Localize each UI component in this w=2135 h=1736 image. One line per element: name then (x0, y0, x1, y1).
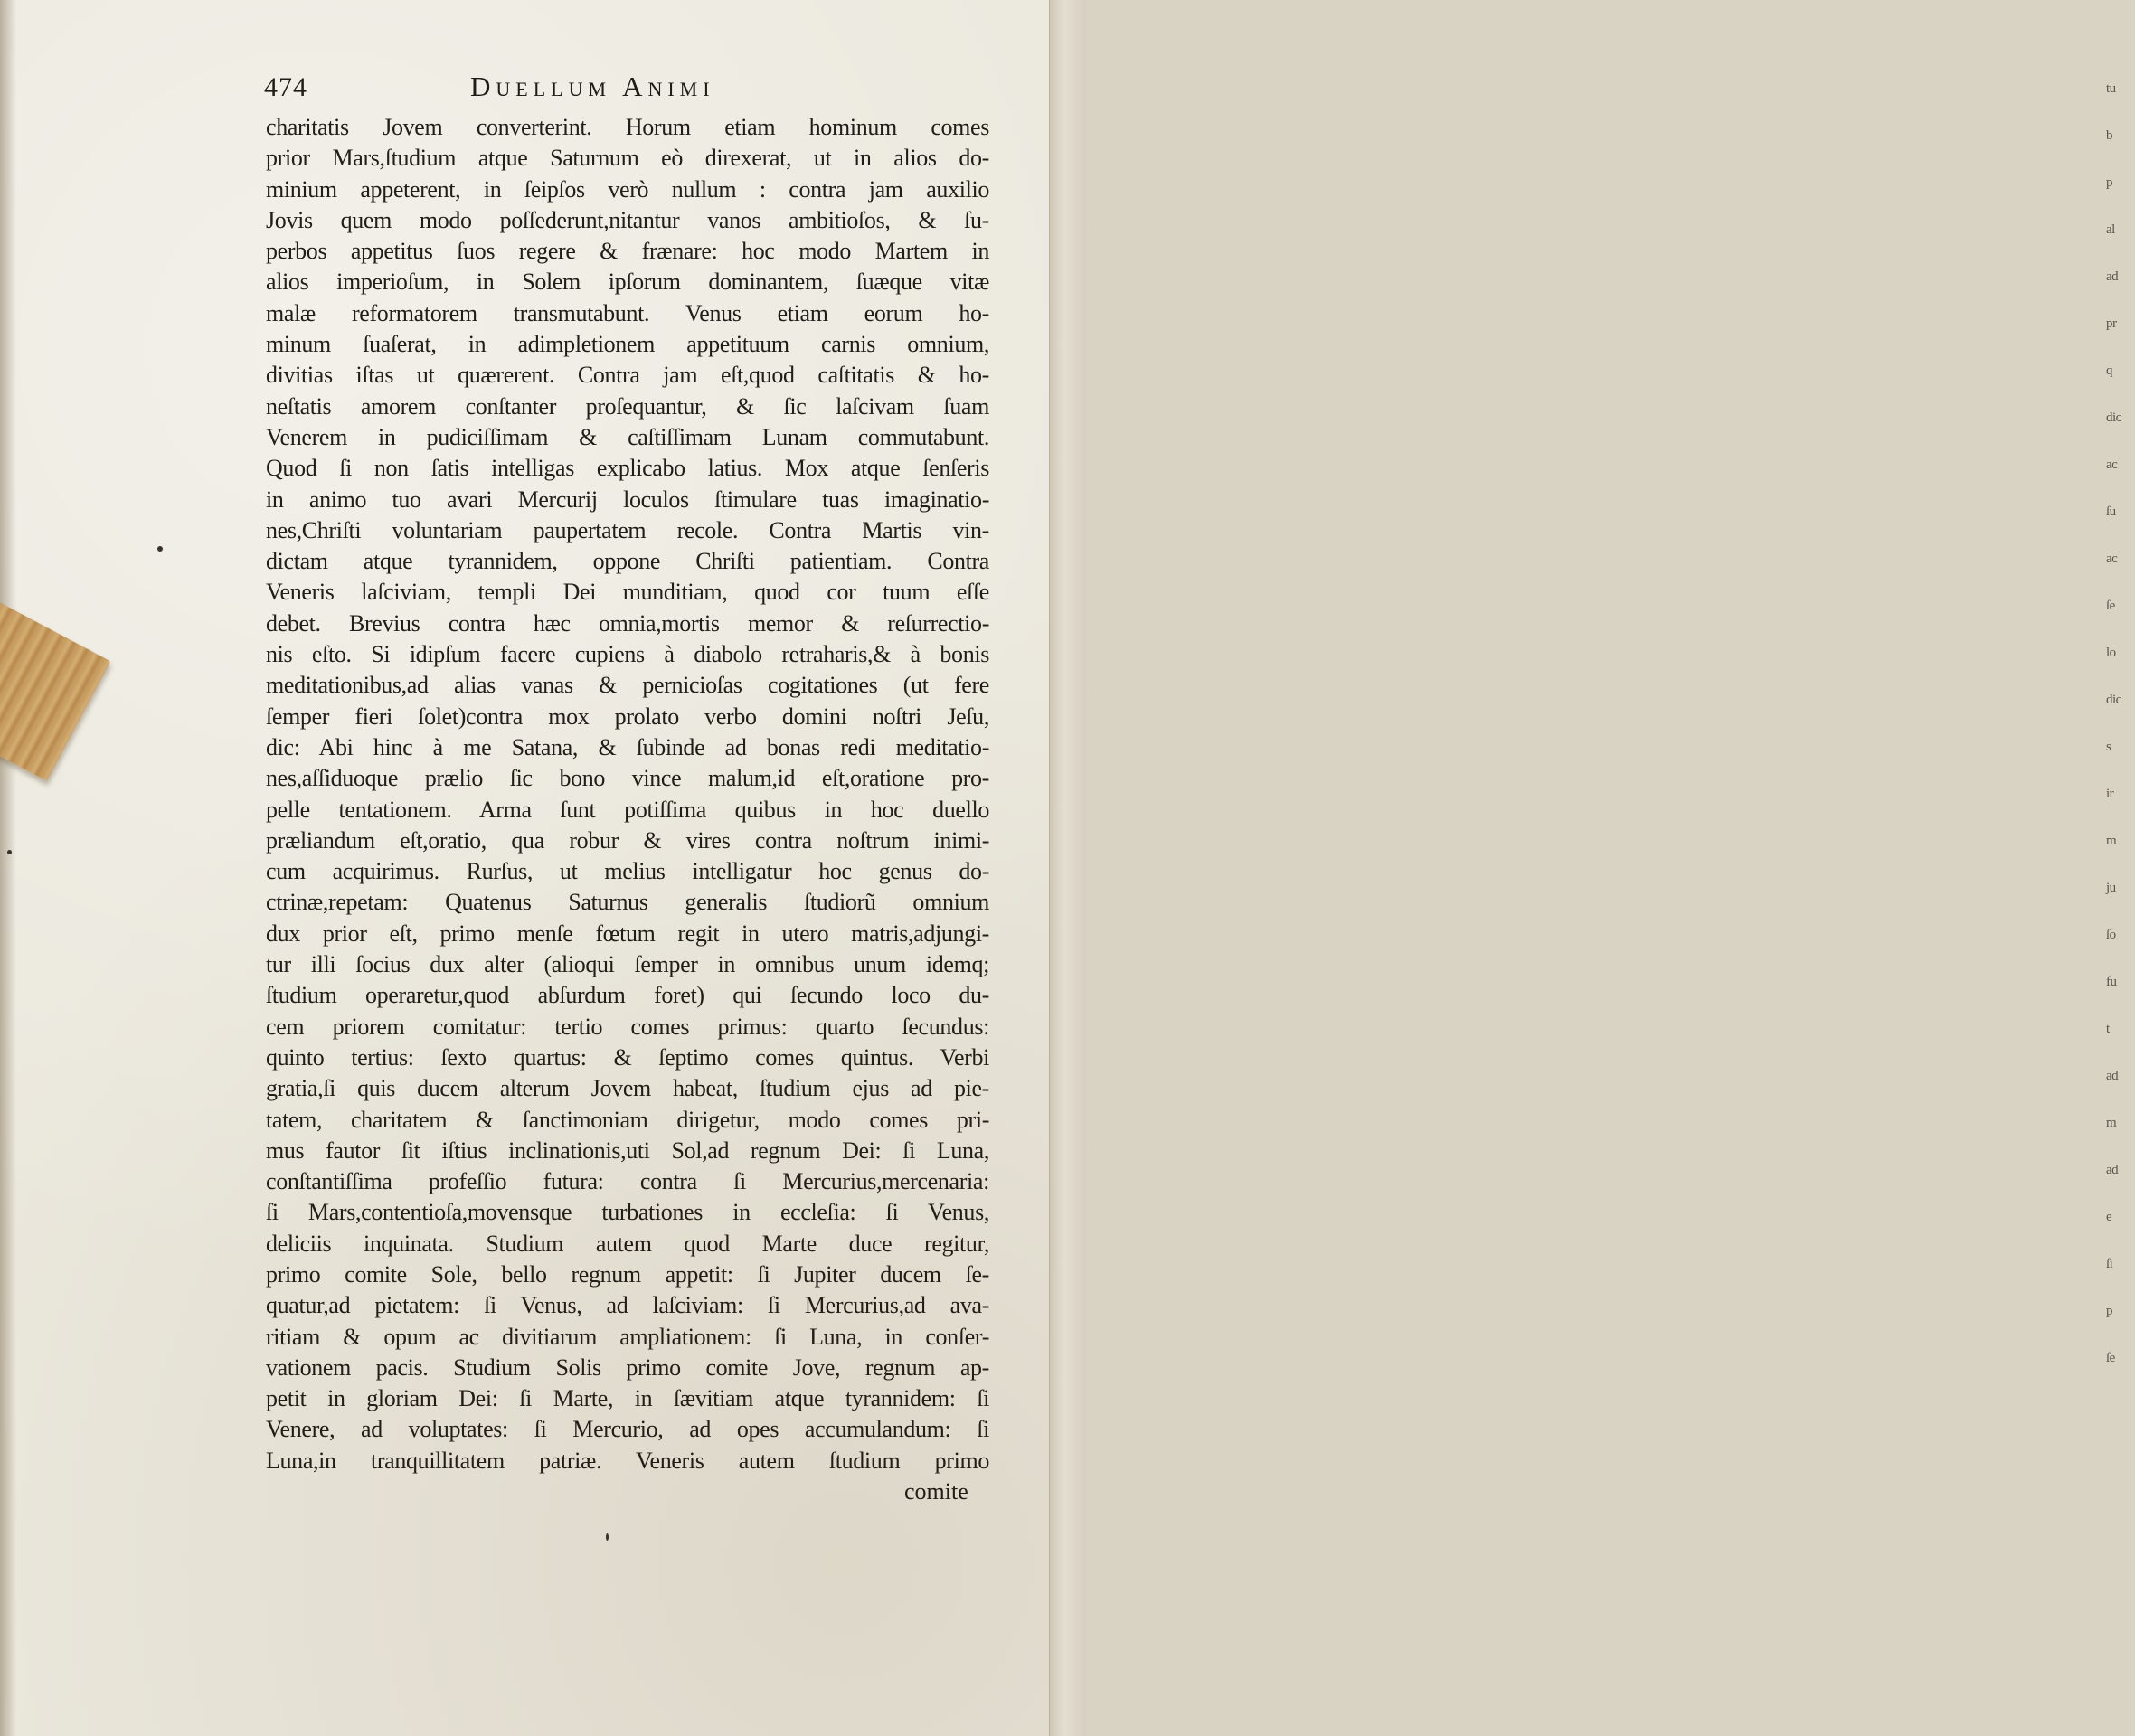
next-page-fragment: dic (2106, 410, 2121, 425)
text-line: neſtatis amorem conſtanter proſequantur, & ſic laſcivam ſuam (266, 392, 989, 420)
next-page-fragment: ſi (2106, 1257, 2113, 1271)
next-page-fragment: ad (2106, 1069, 2119, 1083)
text-line: divitias iſtas ut quærerent. Contra jam eſt,quod caſtitatis & ho- (266, 362, 989, 389)
next-page-fragment: ſe (2106, 1351, 2115, 1365)
text-line: tur illi ſocius dux alter (alioqui ſemper in omnibus unum idemq; (266, 951, 989, 978)
next-page-fragment: fu (2106, 975, 2117, 989)
next-page-fragments (2104, 81, 2135, 1438)
next-page-fragment: b (2106, 128, 2112, 143)
next-page-fragment: lo (2106, 646, 2116, 660)
next-page-fragment: pr (2106, 316, 2117, 331)
text-line: ritiam & opum ac divitiarum ampliationem: ſi Luna, in conſer- (266, 1323, 989, 1350)
text-line: Jovis quem modo poſſederunt,nitantur vanos ambitioſos, & ſu- (266, 206, 989, 233)
text-line: Venere, ad voluptates: ſi Mercurio, ad opes accumulandum: ſi (266, 1416, 989, 1443)
next-page-fragment: ſo (2106, 928, 2116, 942)
text-line: malæ reformatorem transmutabunt. Venus etiam eorum ho- (266, 299, 989, 326)
text-line: Veneris laſciviam, templi Dei munditiam, quod cor tuum eſſe (266, 579, 989, 606)
next-page-fragment: ac (2106, 552, 2118, 566)
text-line: cum acquirimus. Rurſus, ut melius intelligatur hoc genus do- (266, 858, 989, 885)
next-page-fragment: ad (2106, 1163, 2119, 1177)
body-text (266, 112, 989, 1477)
page-number: 474 (264, 72, 307, 102)
next-page-fragment: s (2106, 740, 2111, 754)
text-line: tatem, charitatem & ſanctimoniam dirigetur, modo comes pri- (266, 1106, 989, 1133)
text-line: ſtudium operaretur,quod abſurdum foret) qui ſecundo loco du- (266, 982, 989, 1009)
text-line: charitatis Jovem converterint. Horum etiam hominum comes (266, 114, 989, 140)
gutter-shadow (0, 0, 16, 1736)
text-line: præliandum eſt,oratio, qua robur & vires contra noſtrum inimi- (266, 826, 989, 854)
text-line: nes,aſſiduoque prælio ſic bono vince malum,id eſt,oratione pro- (266, 765, 989, 792)
book-page (0, 0, 1056, 1736)
next-page-fragment: tu (2106, 81, 2116, 96)
next-page-fragment: ju (2106, 881, 2116, 895)
next-page-fragment: p (2106, 175, 2112, 190)
next-page-fragment: m (2106, 834, 2117, 848)
text-line: minium appeterent, in ſeipſos verò nullum : contra jam auxilio (266, 175, 989, 203)
text-line: gratia,ſi quis ducem alterum Jovem habeat, ſtudium ejus ad pie- (266, 1075, 989, 1102)
next-page-fragment: dic (2106, 693, 2121, 707)
text-line: cem priorem comitatur: tertio comes primus: quarto ſecundus: (266, 1013, 989, 1040)
text-line: alios imperioſum, in Solem ipſorum dominantem, ſuæque vitæ (266, 269, 989, 296)
next-page-fragment: ſu (2106, 505, 2116, 519)
text-line: Venerem in pudiciſſimam & caſtiſſimam Lunam commutabunt. (266, 423, 989, 450)
next-page-fragment: q (2106, 363, 2112, 378)
text-line: debet. Brevius contra hæc omnia,mortis memor & reſurrectio- (266, 609, 989, 637)
text-line: petit in gloriam Dei: ſi Marte, in ſævitiam atque tyrannidem: ſi (266, 1385, 989, 1412)
wooden-bookmark (0, 597, 110, 781)
next-page-fragment: e (2106, 1210, 2112, 1224)
next-page-fragment: al (2106, 222, 2115, 237)
text-line: perbos appetitus ſuos regere & frænare: hoc modo Martem in (266, 238, 989, 265)
next-page-fragment: ad (2106, 269, 2119, 284)
page-header (264, 72, 987, 108)
text-line: ctrinæ,repetam: Quatenus Saturnus generalis ſtudiorũ omnium (266, 889, 989, 916)
text-line: quinto tertius: ſexto quartus: & ſeptimo comes quintus. Verbi (266, 1043, 989, 1071)
next-page-fragment: m (2106, 1116, 2117, 1130)
catchword: comite (904, 1478, 968, 1505)
next-page-fragment: ſe (2106, 599, 2115, 613)
next-page-fragment: ac (2106, 458, 2118, 472)
next-page-edge (1049, 0, 2121, 1736)
ink-speck (157, 546, 163, 552)
text-line: vationem pacis. Studium Solis primo comite Jove, regnum ap- (266, 1354, 989, 1381)
running-title: Duellum Animi (470, 71, 715, 102)
next-page-fragment: t (2106, 1022, 2110, 1036)
text-line: meditationibus,ad alias vanas & pernicioſas cogitationes (ut fere (266, 672, 989, 699)
text-line: ſi Mars,contentioſa,movensque turbationes in eccleſia: ſi Venus, (266, 1199, 989, 1226)
text-line: quatur,ad pietatem: ſi Venus, ad laſciviam: ſi Mercurius,ad ava- (266, 1292, 989, 1319)
text-line: mus fautor ſit iſtius inclinationis,uti Sol,ad regnum Dei: ſi Luna, (266, 1137, 989, 1164)
next-page-fragment: ir (2106, 787, 2114, 801)
ink-speck (606, 1533, 609, 1541)
text-line: dic: Abi hinc à me Satana, & ſubinde ad bonas redi meditatio- (266, 733, 989, 760)
text-line: dictam atque tyrannidem, oppone Chriſti patientiam. Contra (266, 548, 989, 575)
text-line: nis eſto. Si idipſum facere cupiens à diabolo retraharis,& à bonis (266, 641, 989, 668)
text-line: nes,Chriſti voluntariam paupertatem recole. Contra Martis vin- (266, 516, 989, 543)
text-line: ſemper fieri ſolet)contra mox prolato verbo domini noſtri Jeſu, (266, 703, 989, 730)
text-line: primo comite Sole, bello regnum appetit: ſi Jupiter ducem ſe- (266, 1260, 989, 1288)
text-line: pelle tentationem. Arma ſunt potiſſima quibus in hoc duello (266, 796, 989, 823)
text-line: in animo tuo avari Mercurij loculos ſtimulare tuas imaginatio- (266, 486, 989, 513)
text-line: Quod ſi non ſatis intelligas explicabo latius. Mox atque ſenſeris (266, 455, 989, 482)
text-line: deliciis inquinata. Studium autem quod Marte duce regitur, (266, 1230, 989, 1257)
ink-speck (7, 850, 12, 854)
next-page-fragment: p (2106, 1304, 2112, 1318)
text-line: dux prior eſt, primo menſe fœtum regit in utero matris,adjungi- (266, 920, 989, 947)
text-line: Luna,in tranquillitatem patriæ. Veneris autem ſtudium primo (266, 1447, 989, 1474)
text-line: minum ſuaſerat, in adimpletionem appetituum carnis omnium, (266, 331, 989, 358)
text-line: prior Mars,ſtudium atque Saturnum eò direxerat, ut in alios do- (266, 145, 989, 172)
text-line: conſtantiſſima profeſſio futura: contra ſi Mercurius,mercenaria: (266, 1168, 989, 1195)
